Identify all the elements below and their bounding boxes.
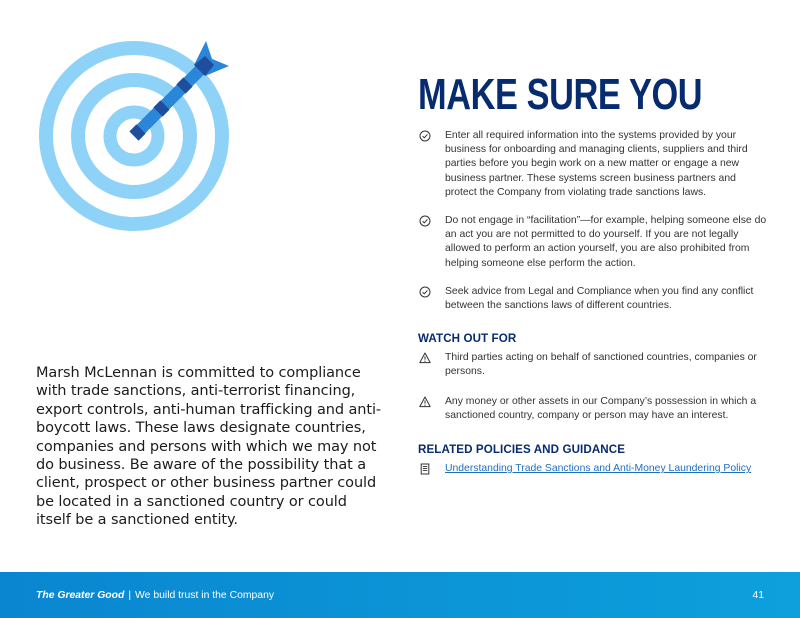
warning-triangle-icon (419, 352, 431, 364)
list-item (418, 395, 768, 423)
intro-paragraph: Marsh McLennan is committed to compliance with trade sanctions, anti-terrorist financing, export controls, anti-human trafficking and anti-boycott laws. These laws designate countries, companies and persons with which we may not do business. Be aware of the possibility that a client, prospect or other business partner could be located in a sanctioned country or could itself be a sanctioned entity. (36, 365, 382, 529)
page-number: 41 (752, 590, 764, 601)
document-icon (419, 463, 431, 475)
check-circle-icon (419, 286, 431, 298)
list-item-text: Seek advice from Legal and Compliance when you find any conflict between the sanctions laws of different countries. (445, 285, 754, 312)
list-item (418, 129, 768, 200)
check-circle-icon (419, 215, 431, 227)
list-item-text: Third parties acting on behalf of sanctioned countries, companies or persons. (445, 352, 757, 378)
make-sure-list (418, 129, 768, 313)
list-item-text: Any money or other assets in our Company’s possession in which a sanctioned country, company or person may have an interest. (445, 395, 757, 421)
list-item-text: Do not engage in “facilitation”—for example, helping someone else do an act you are not permitted to do yourself. If you are not legally allowed to perform an action yourself, you are also prohibited from helping someone else perform the action. (445, 215, 767, 269)
footer-tagline: We build trust in the Company (135, 590, 275, 601)
warning-triangle-icon (419, 396, 431, 408)
footer-brand (36, 590, 274, 601)
footer-bar (0, 572, 800, 618)
target-dart-icon (34, 36, 234, 236)
page-title: MAKE SURE YOU (418, 70, 703, 119)
footer-separator: | (128, 590, 132, 601)
related-section (418, 443, 768, 476)
list-item (418, 351, 768, 379)
related-heading: RELATED POLICIES AND GUIDANCE (418, 443, 626, 457)
list-item (418, 462, 768, 476)
footer-brand-name: The Greater Good (36, 590, 125, 601)
watch-out-section (418, 332, 768, 423)
list-item-text: Enter all required information into the systems provided by your business for onboarding and managing clients, suppliers and third parties before you begin work on a new matter or engage a new business partner. These systems screen business partners and protect the Company from violating trade sanctions laws. (445, 130, 748, 198)
list-item (418, 214, 768, 271)
watch-out-heading: WATCH OUT FOR (418, 332, 517, 346)
list-item (418, 285, 768, 313)
right-column (418, 70, 768, 476)
policy-link[interactable]: Understanding Trade Sanctions and Anti-Money Laundering Policy (445, 463, 752, 475)
check-circle-icon (419, 130, 431, 142)
